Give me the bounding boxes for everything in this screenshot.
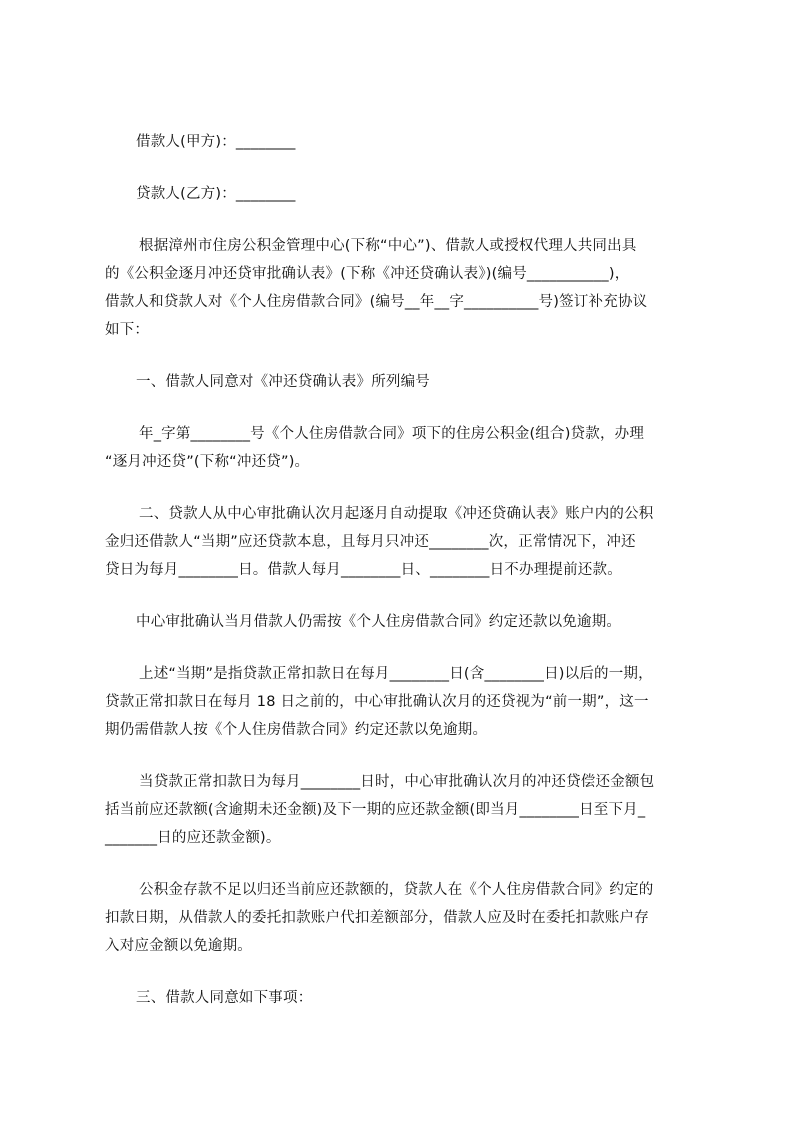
current-period-line-2: 贷款正常扣款日在每月 18 日之前的，中心审批确认次月的还贷视为“前一期”，这一 — [105, 694, 649, 710]
paragraph-intro-line-4: 如下： — [105, 322, 150, 338]
clause-two-line-3: 贷日为每月________日。借款人每月________日、________日不办理提前还款。 — [105, 562, 622, 578]
current-period-line-1: 上述“当期”是指贷款正常扣款日在每月________日(含________日)以后的一期， — [139, 666, 653, 682]
insufficient-funds-line-2: 扣款日期，从借款人的委托扣款账户代扣差额部分，借款人应及时在委托扣款账户存 — [105, 910, 649, 926]
paragraph-intro-line-3: 借款人和贷款人对《个人住房借款合同》(编号__年__字__________号)签订补充协议 — [105, 294, 648, 310]
clause-one-line-1: 年_字第________号《个人住房借款合同》项下的住房公积金(组合)贷款，办理 — [139, 426, 645, 442]
clause-three-heading: 三、借款人同意如下事项： — [136, 990, 313, 1006]
clause-one-heading: 一、借款人同意对《冲还贷确认表》所列编号 — [136, 374, 430, 390]
borrower-line: 借款人(甲方)：________ — [136, 134, 296, 150]
clause-two-line-2: 金归还借款人“当期”应还贷款本息，且每月只冲还________次，正常情况下，冲还 — [105, 534, 636, 550]
clause-two-line-1: 二、贷款人从中心审批确认次月起逐月自动提取《冲还贷确认表》账户内的公积 — [139, 506, 654, 522]
repayment-amount-line-2: 括当前应还款额(含逾期未还金额)及下一期的应还款金额(即当月________日至下月_ — [105, 802, 646, 818]
insufficient-funds-line-1: 公积金存款不足以归还当前应还款额的，贷款人在《个人住房借款合同》约定的 — [139, 882, 654, 898]
approval-note-line: 中心审批确认当月借款人仍需按《个人住房借款合同》约定还款以免逾期。 — [136, 614, 622, 630]
current-period-line-3: 期仍需借款人按《个人住房借款合同》约定还款以免逾期。 — [105, 722, 488, 738]
paragraph-intro-line-1: 根据漳州市住房公积金管理中心(下称“中心”)、借款人或授权代理人共同出具 — [139, 238, 637, 254]
repayment-amount-line-1: 当贷款正常扣款日为每月________日时，中心审批确认次月的冲还贷偿还金额包 — [139, 774, 655, 790]
insufficient-funds-line-3: 入对应金额以免逾期。 — [105, 938, 252, 954]
repayment-amount-line-3: _______日的应还款金额)。 — [105, 830, 281, 846]
clause-one-line-2: “逐月冲还贷”(下称“冲还贷”)。 — [105, 454, 310, 470]
lender-line: 贷款人(乙方)：________ — [136, 186, 296, 202]
paragraph-intro-line-2: 的《公积金逐月冲还贷审批确认表》(下称《冲还贷确认表》)(编号___________)， — [105, 266, 630, 282]
